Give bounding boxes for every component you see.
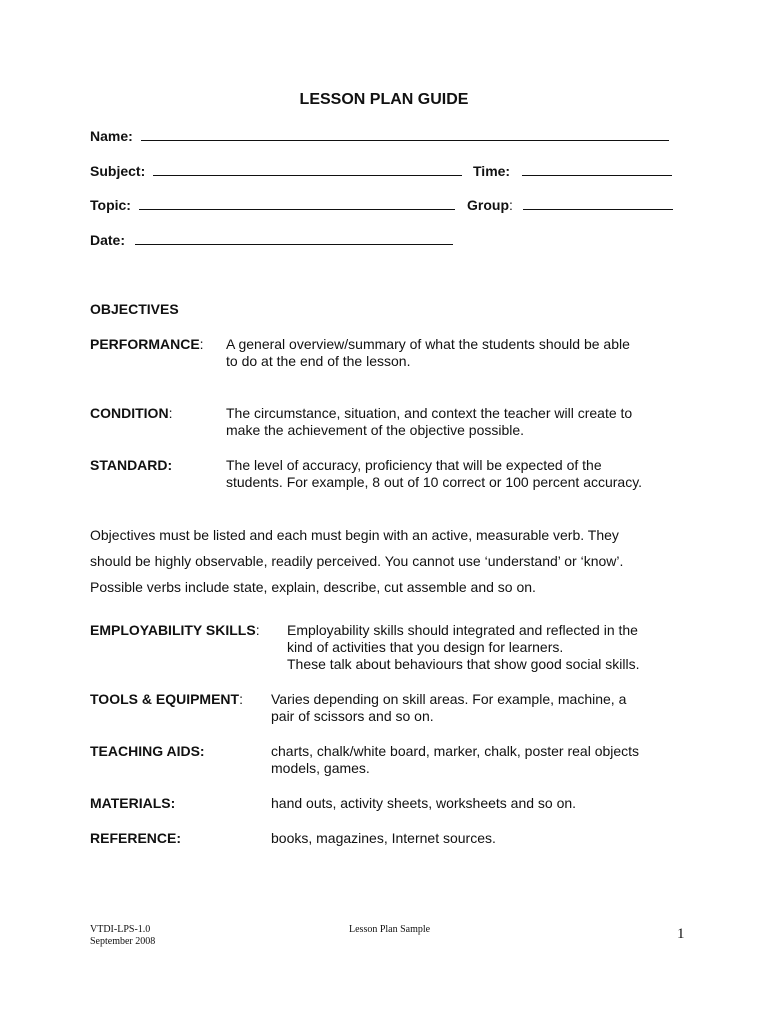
materials-label: MATERIALS: [90,795,176,811]
condition-description: The circumstance, situation, and context the teacher will create to make the achievement of the objective possible. [226,405,633,438]
employability-description: Employability skills should integrated and reflected in the kind of activities that you design for learners. These talk about behaviours that show good social skills. [287,622,640,672]
group-field [467,197,673,214]
condition-label: CONDITION: [90,405,173,421]
objectives-paragraph: Objectives must be listed and each must begin with an active, measurable verb. They should be highly observable, readily perceived. You cannot use ‘understand’ or ‘know’. Possible verbs include state, explain, describe, cut assemble and so on. [90,527,624,595]
reference-label: REFERENCE: [90,830,182,846]
time-label: Time: [473,163,511,179]
page-title: LESSON PLAN GUIDE [299,91,469,108]
performance-description: A general overview/summary of what the students should be able to do at the end of the lesson. [226,336,630,369]
performance-label: PERFORMANCE: [90,336,204,352]
footer-doc-info [90,924,155,948]
date-field [90,232,453,249]
objectives-heading: OBJECTIVES [90,301,179,317]
topic-label: Topic: [90,197,131,213]
subject-label: Subject: [90,163,146,179]
group-colon: : [509,197,513,213]
footer-center-text: Lesson Plan Sample [349,924,431,935]
subject-field [90,163,462,180]
group-blank [523,197,673,210]
page-number: 1 [677,926,685,942]
standard-description: The level of accuracy, proficiency that will be expected of the students. For example, 8 out of 10 correct or 100 percent accuracy. [226,457,643,490]
name-field [90,128,669,145]
footer-date: September 2008 [90,936,156,947]
date-label: Date: [90,232,126,248]
group-label: Group [467,197,509,213]
subject-blank [153,163,462,176]
tools-description: Varies depending on skill areas. For example, machine, a pair of scissors and so on. [271,691,627,724]
tools-label: TOOLS & EQUIPMENT: [90,691,243,707]
teaching-aids-label: TEACHING AIDS: [90,743,205,759]
footer-doc-code: VTDI-LPS-1.0 [90,924,151,935]
topic-field [90,197,455,214]
reference-description: books, magazines, Internet sources. [271,830,496,846]
standard-label: STANDARD: [90,457,173,473]
topic-blank [139,197,455,210]
name-label: Name: [90,128,133,144]
date-blank [135,232,453,245]
time-blank [522,163,672,176]
materials-description: hand outs, activity sheets, worksheets and so on. [271,795,577,811]
employability-label: EMPLOYABILITY SKILLS: [90,622,260,638]
name-blank [141,128,669,141]
time-field [473,163,672,180]
teaching-aids-description: charts, chalk/white board, marker, chalk, poster real objects models, games. [271,743,640,776]
